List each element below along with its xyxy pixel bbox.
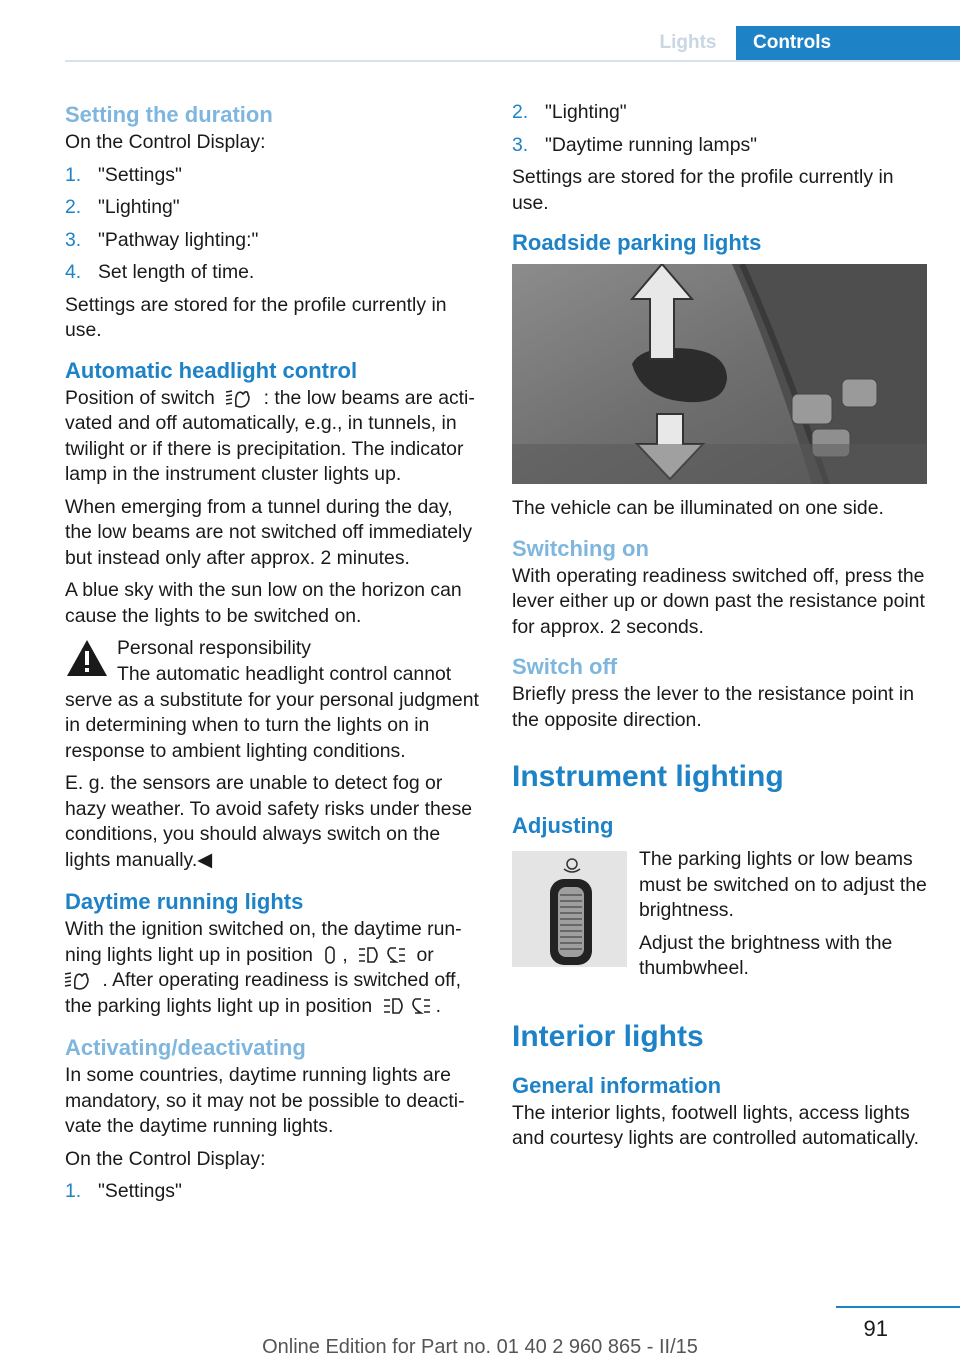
adjusting-row <box>512 847 932 989</box>
parking-lights-icon <box>382 996 432 1016</box>
warning-body-2: E. g. the sensors are unable to detect fog or hazy weather. To avoid safety risks under these conditions, you should always switch on the lights manually.◀ <box>65 772 473 871</box>
warning-title: Personal responsibility <box>117 637 312 659</box>
auto-headlight-heading: Automatic headlight control <box>65 357 358 383</box>
activating-steps <box>65 1179 480 1205</box>
turn-signal-lever-photo <box>512 264 927 484</box>
drl-paragraph: With the ignition switched on, the daytime running lights light up in position , or . After operating readiness is switched off, the parking lights light up in position . <box>65 918 462 1017</box>
list-item: 1. "Settings" <box>65 163 182 186</box>
adjusting-paragraph-2: Adjust the brightness with the thumbwheel. <box>639 931 893 979</box>
roadside-heading: Roadside parking lights <box>512 230 762 255</box>
auto-paragraph-1: Position of switch : the low beams are activated and off automatically, e.g., in tunnels, in twilight or if there is precipitation. The indicator lamp in the instrument cluster lights up. <box>65 386 475 485</box>
activating-note: Settings are stored for the profile currently in use. <box>512 166 894 214</box>
header-rule <box>65 60 960 62</box>
warning-icon <box>65 638 109 678</box>
warning-body: The automatic headlight control cannot serve as a substitute for your personal judgment in determining when to turn the lights on in response to ambient lighting conditions. <box>65 663 479 762</box>
activating-intro: On the Control Display: <box>65 1147 266 1170</box>
list-item: 3. "Daytime running lamps" <box>512 133 758 156</box>
adjusting-paragraph-1: The parking lights or low beams must be switched on to adjust the brightness. <box>639 848 927 921</box>
instrument-lighting-heading: Instrument lighting <box>512 760 784 793</box>
duration-intro: On the Control Display: <box>65 131 266 153</box>
adjusting-text <box>639 847 932 989</box>
duration-steps <box>65 163 480 286</box>
header-tab-lights: Lights <box>659 32 717 53</box>
interior-lights-heading: Interior lights <box>512 1019 704 1053</box>
parking-lights-icon <box>357 945 407 965</box>
general-information-heading: General information <box>512 1072 722 1098</box>
adjusting-heading: Adjusting <box>512 813 614 838</box>
warning-body-start <box>117 669 480 695</box>
auto-paragraph-3: A blue sky with the sun low on the horizon can cause the lights to be switched on. <box>65 579 462 627</box>
edition-footer: Online Edition for Part no. 01 40 2 960 865 - II/15 <box>262 1336 698 1358</box>
switch-off-paragraph: Briefly press the lever to the resistance point in the opposite direction. <box>512 683 915 731</box>
left-column <box>65 100 480 1212</box>
switching-on-heading: Switching on <box>512 535 649 561</box>
footer-rule <box>836 1306 960 1308</box>
list-item: 1. "Settings" <box>65 1180 182 1202</box>
auto-headlight-icon <box>224 388 254 408</box>
duration-note: Settings are stored for the profile currently in use. <box>65 293 447 341</box>
list-item: 2. "Lighting" <box>512 101 627 123</box>
duration-heading: Setting the duration <box>65 102 273 127</box>
drl-heading: Daytime running lights <box>65 889 304 914</box>
auto-headlight-icon <box>63 970 93 990</box>
activating-heading: Activating/deactivating <box>65 1035 306 1060</box>
header-tab-controls: Controls <box>736 26 960 60</box>
list-item: 4. Set length of time. <box>65 261 255 283</box>
page-number: 91 <box>863 1316 888 1341</box>
list-item: 2. "Lighting" <box>65 196 180 218</box>
switching-on-paragraph: With operating readiness switched off, press the lever either up or down past the resistance point for approx. 2 seconds. <box>512 564 925 638</box>
activating-paragraph: In some countries, daytime running lights are mandatory, so it may not be possible to deactivate the daytime running lights. <box>65 1064 465 1137</box>
warning-block <box>65 636 480 694</box>
auto-paragraph-2: When emerging from a tunnel during the day, the low beams are not switched off immediately but instead only after approx. 2 minutes. <box>65 495 473 569</box>
general-paragraph: The interior lights, footwell lights, access lights and courtesy lights are controlled automatically. <box>512 1101 920 1149</box>
right-column <box>512 100 932 1159</box>
lights-off-icon <box>322 945 338 965</box>
list-item: 3. "Pathway lighting:" <box>65 228 259 251</box>
roadside-caption: The vehicle can be illuminated on one side. <box>512 497 884 519</box>
switch-off-heading: Switch off <box>512 654 618 679</box>
thumbwheel-photo <box>512 851 627 967</box>
activating-steps-continued <box>512 100 932 158</box>
